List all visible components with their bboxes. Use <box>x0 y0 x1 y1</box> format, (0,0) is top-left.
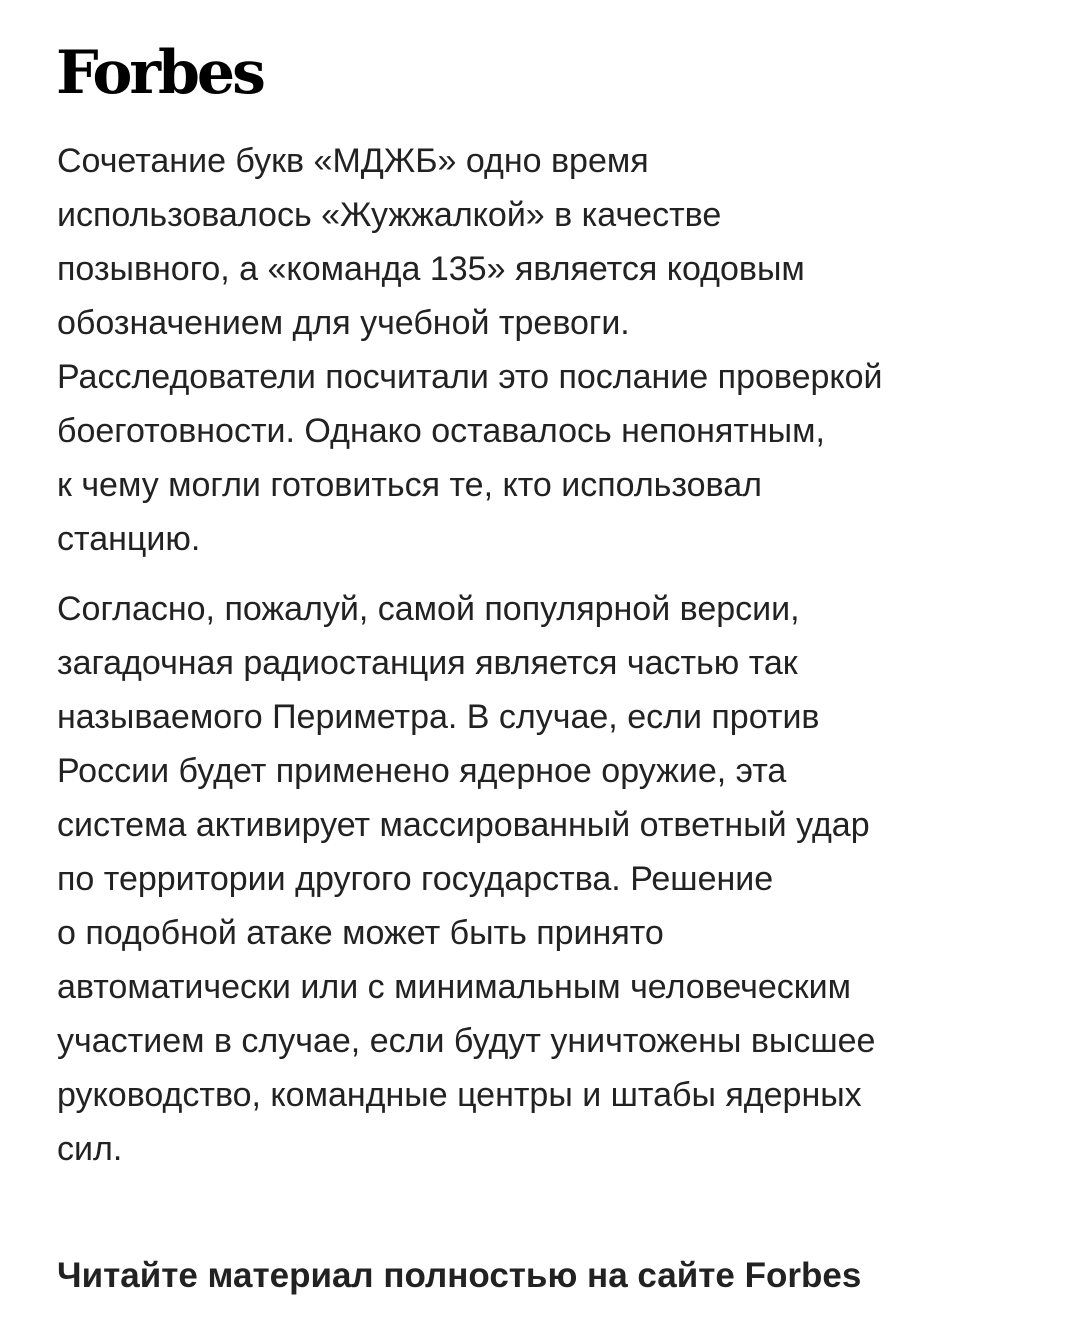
paragraph-line: называемого Периметра. В случае, если против <box>57 698 820 736</box>
paragraph-line: по территории другого государства. Решение <box>57 860 774 898</box>
paragraph-line: о подобной атаке может быть принято <box>57 914 664 952</box>
paragraph-line: система активирует массированный ответный удар <box>57 806 870 844</box>
article-paragraph-1 <box>57 134 1047 566</box>
paragraph-line: участием в случае, если будут уничтожены высшее <box>57 1022 876 1060</box>
paragraph-line: России будет применено ядерное оружие, эта <box>57 752 787 790</box>
paragraph-line: обозначением для учебной тревоги. <box>57 304 630 342</box>
paragraph-line: использовалось «Жужжалкой» в качестве <box>57 196 722 234</box>
paragraph-line: загадочная радиостанция является частью так <box>57 644 798 682</box>
read-full-article-link[interactable]: Читайте материал полностью на сайте Forbes <box>57 1256 862 1295</box>
article-body <box>57 134 1047 1176</box>
paragraph-line: автоматически или с минимальным человеческим <box>57 968 852 1006</box>
paragraph-line: Сочетание букв «МДЖБ» одно время <box>57 142 649 180</box>
paragraph-line: руководство, командные центры и штабы ядерных <box>57 1076 862 1114</box>
forbes-logo: Forbes <box>56 38 263 108</box>
paragraph-line: к чему могли готовиться те, кто использовал <box>57 466 762 504</box>
paragraph-line: боеготовности. Однако оставалось непонятным, <box>57 412 825 450</box>
paragraph-line: станцию. <box>57 520 201 558</box>
paragraph-line: позывного, а «команда 135» является кодовым <box>57 250 805 288</box>
paragraph-line: Расследователи посчитали это послание проверкой <box>57 358 883 396</box>
paragraph-line: сил. <box>57 1130 123 1168</box>
article-paragraph-2 <box>57 582 1047 1176</box>
paragraph-line: Согласно, пожалуй, самой популярной версии, <box>57 590 800 628</box>
